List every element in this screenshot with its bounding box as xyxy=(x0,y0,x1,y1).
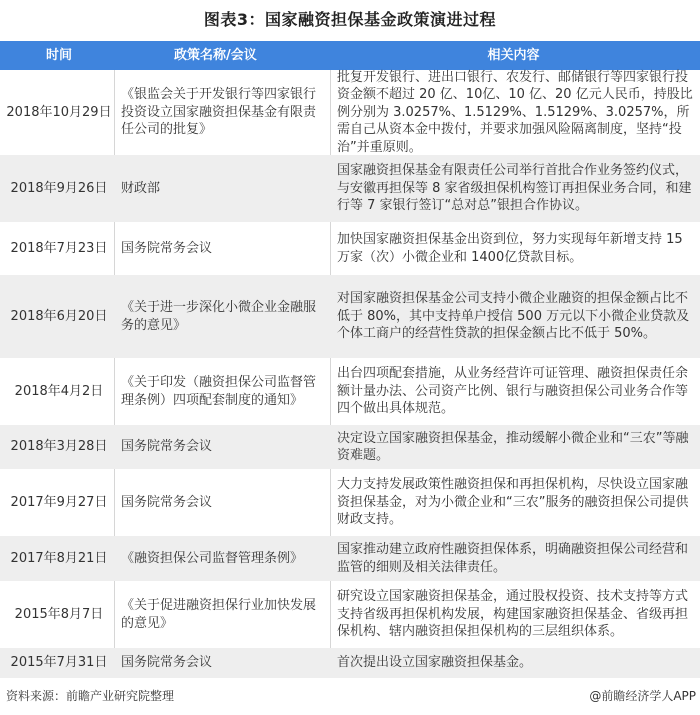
row-content: 国家融资担保基金有限责任公司举行首批合作业务签约仪式，与安徽再担保等 8 家省级担保机构签订再担保业务合同，和建行等 7 家银行签订“总对总”银担合作协议。 xyxy=(337,163,692,214)
header-policy-name: 政策名称/会议 xyxy=(174,47,257,63)
table-row xyxy=(0,469,700,536)
row-date: 2018年7月23日 xyxy=(10,240,108,256)
source-note: 资料来源：前瞻产业研究院整理 xyxy=(6,689,175,703)
row-date: 2017年8月21日 xyxy=(10,550,108,566)
credit-note: @前瞻经济学人APP xyxy=(589,689,696,703)
header-content: 相关内容 xyxy=(487,47,540,63)
table-row xyxy=(0,155,700,222)
row-policy-name: 财政部 xyxy=(121,180,161,196)
row-date: 2018年10月29日 xyxy=(6,104,112,120)
row-date: 2018年9月26日 xyxy=(10,180,108,196)
row-policy-name: 国务院常务会议 xyxy=(114,469,331,536)
row-policy-name: 《关于促进融资担保行业加快发展的意见》 xyxy=(114,581,331,648)
row-date: 2018年4月2日 xyxy=(14,383,104,399)
row-policy-name: 国务院常务会议 xyxy=(121,439,213,455)
table-row xyxy=(0,581,700,648)
row-policy-name: 《融资担保公司监督管理条例》 xyxy=(121,550,304,566)
row-policy-name: 国务院常务会议 xyxy=(121,655,213,671)
table-row xyxy=(0,425,700,469)
row-content: 首次提出设立国家融资担保基金。 xyxy=(337,655,533,671)
footer xyxy=(0,687,700,707)
row-content: 国家推动建立政府性融资担保体系，明确融资担保公司经营和监管的细则及相关法律责任。 xyxy=(337,542,689,575)
table-row xyxy=(0,222,700,275)
table-row xyxy=(0,70,700,155)
row-date: 2015年7月31日 xyxy=(10,655,108,671)
policy-table xyxy=(0,41,700,678)
row-policy-name: 《关于印发（融资担保公司监督管理条例）四项配套制度的通知》 xyxy=(114,358,331,425)
table-row xyxy=(0,358,700,425)
row-content: 加快国家融资担保基金出资到位，努力实现每年新增支持 15 万家（次）小微企业和 1400亿贷款目标。 xyxy=(337,232,683,265)
chart-title: 图表3：国家融资担保基金政策演进过程 xyxy=(203,10,497,29)
row-content: 决定设立国家融资担保基金，推动缓解小微企业和“三农”等融资难题。 xyxy=(337,430,689,463)
table-row xyxy=(0,648,700,678)
table-row xyxy=(0,275,700,358)
row-content: 出台四项配套措施，从业务经营许可证管理、融资担保责任余额计量办法、公司资产比例、银行与融资担保公司业务合作等四个做出具体规范。 xyxy=(337,366,689,417)
table-header xyxy=(0,41,700,70)
header-date: 时间 xyxy=(45,47,72,63)
row-policy-name: 《银监会关于开发银行等四家银行投资设立国家融资担保基金有限责任公司的批复》 xyxy=(114,70,331,155)
row-date: 2015年8月7日 xyxy=(14,606,104,622)
row-content: 大力支持发展政策性融资担保和再担保机构，尽快设立国家融资担保基金，对为小微企业和“三农”服务的融资担保公司提供财政支持。 xyxy=(337,477,689,528)
row-date: 2018年3月28日 xyxy=(10,439,108,455)
table-row xyxy=(0,536,700,581)
row-content: 批复开发银行、进出口银行、农发行、邮储银行等四家银行投资金额不超过 20 亿、10亿、10 亿、20 亿元人民币，持股比例分别为 3.0257%、1.5129%、1.5129%、3.0257%，所需自己从资本金中拨付，并要求加强风险隔离制度，坚持“投治”并重原则。 xyxy=(337,69,693,155)
row-date: 2018年6月20日 xyxy=(10,308,108,324)
row-content: 研究设立国家融资担保基金，通过股权投资、技术支持等方式支持省级再担保机构发展，构建国家融资担保基金、省级再担保机构、辖内融资担保担保机构的三层组织体系。 xyxy=(337,589,689,640)
row-content: 对国家融资担保基金公司支持小微企业融资的担保金额占比不低于 80%，其中支持单户授信 500 万元以下小微企业贷款及个体工商户的经营性贷款的担保金额占比不低于 50%。 xyxy=(337,291,690,342)
row-date: 2017年9月27日 xyxy=(10,494,108,510)
row-policy-name: 国务院常务会议 xyxy=(114,222,331,275)
row-policy-name: 《关于进一步深化小微企业金融服务的意见》 xyxy=(121,300,317,333)
